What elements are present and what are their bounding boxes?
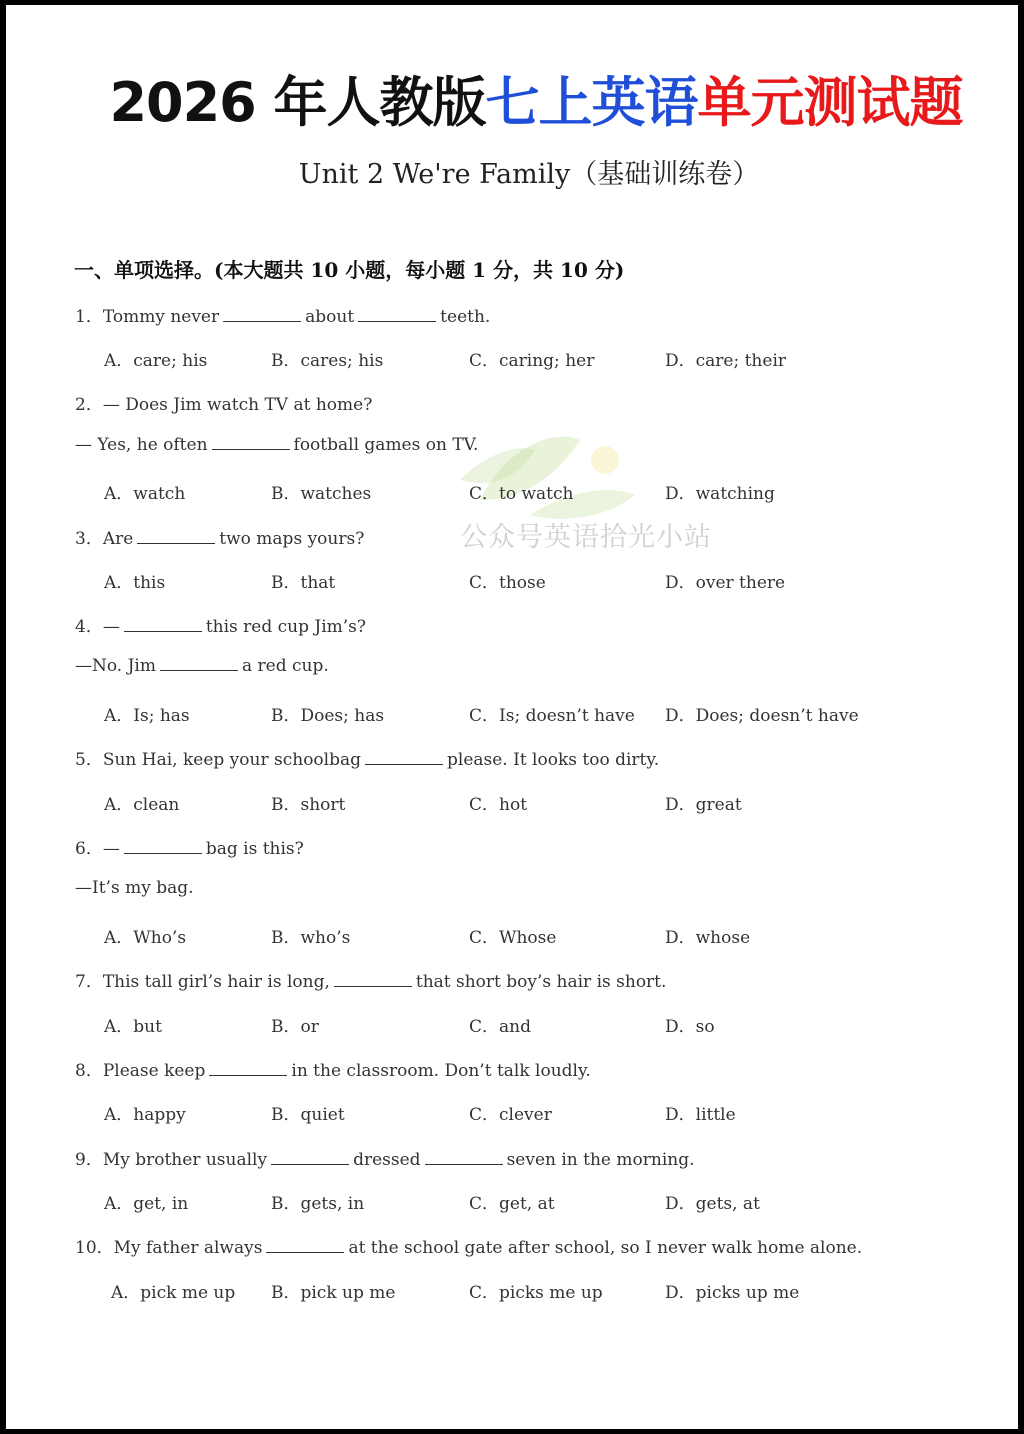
option-c: C．those xyxy=(469,573,546,593)
option-d: D．gets, at xyxy=(665,1194,760,1214)
question-text: 4．— xyxy=(75,617,120,637)
option-d: D．Does; doesn’t have xyxy=(665,706,859,726)
option-c: C．hot xyxy=(469,795,528,815)
option-d: D．little xyxy=(665,1105,736,1125)
answer-blank xyxy=(334,972,412,987)
question-text: 1．Tommy never xyxy=(75,307,220,327)
option-a: A．this xyxy=(104,573,166,593)
question-text: dressed xyxy=(353,1150,421,1170)
question-text: that short boy’s hair is short. xyxy=(415,972,667,992)
question-6-reply xyxy=(75,878,194,898)
answer-blank xyxy=(124,617,202,632)
question-text: 2．— Does Jim watch TV at home? xyxy=(75,395,373,415)
option-a: A．care; his xyxy=(104,351,208,371)
option-c: C．and xyxy=(469,1017,531,1037)
option-a: A．clean xyxy=(104,795,180,815)
option-b: B．short xyxy=(271,795,346,815)
question-2-reply xyxy=(75,435,478,455)
page-title xyxy=(0,60,1024,137)
option-a: A．Is; has xyxy=(104,706,190,726)
question-text: football games on TV. xyxy=(293,435,479,455)
question-10 xyxy=(75,1233,862,1258)
question-3 xyxy=(75,524,364,549)
question-text: this red cup Jim’s? xyxy=(205,617,367,637)
option-a: A．happy xyxy=(104,1105,186,1125)
answer-blank xyxy=(160,656,238,671)
answer-blank xyxy=(137,529,215,544)
option-d: D．great xyxy=(665,795,742,815)
option-c: C．to watch xyxy=(469,484,574,504)
option-b: B．gets, in xyxy=(271,1194,365,1214)
question-text: 6．— xyxy=(75,839,120,859)
question-text: 9．My brother usually xyxy=(75,1150,268,1170)
option-d: D．picks up me xyxy=(665,1283,800,1303)
option-c: C．picks me up xyxy=(469,1283,603,1303)
option-a: A．watch xyxy=(104,484,186,504)
question-text: —It’s my bag. xyxy=(75,878,194,898)
page-subtitle: Unit 2 We're Family（基础训练卷） xyxy=(298,159,760,190)
question-text: at the school gate after school, so I never walk home alone. xyxy=(348,1238,863,1258)
question-text: 7．This tall girl’s hair is long, xyxy=(75,972,330,992)
answer-blank xyxy=(425,1150,503,1165)
title-part-blue: 七上英语 xyxy=(485,71,698,134)
option-d: D．whose xyxy=(665,928,751,948)
answer-blank xyxy=(365,750,443,765)
question-text: 3．Are xyxy=(75,529,134,549)
option-a: A．pick me up xyxy=(111,1283,236,1303)
question-7 xyxy=(75,967,666,992)
question-2 xyxy=(75,390,372,415)
option-b: B．quiet xyxy=(271,1105,345,1125)
option-c: C．get, at xyxy=(469,1194,555,1214)
question-text: seven in the morning. xyxy=(506,1150,695,1170)
question-text: teeth. xyxy=(440,307,491,327)
question-text: please. It looks too dirty. xyxy=(447,750,660,770)
question-text: in the classroom. Don’t talk loudly. xyxy=(291,1061,591,1081)
option-d: D．watching xyxy=(665,484,775,504)
answer-blank xyxy=(124,839,202,854)
option-b: B．cares; his xyxy=(271,351,384,371)
question-text: bag is this? xyxy=(205,839,304,859)
question-6 xyxy=(75,834,304,859)
title-part-red: 单元测试题 xyxy=(697,71,963,134)
question-4 xyxy=(75,612,366,637)
question-1 xyxy=(75,302,490,327)
answer-blank xyxy=(209,1061,287,1076)
option-b: B．or xyxy=(271,1017,319,1037)
option-b: B．pick up me xyxy=(271,1283,396,1303)
answer-blank xyxy=(212,435,290,450)
question-9 xyxy=(75,1145,695,1170)
option-b: B．Does; has xyxy=(271,706,385,726)
option-a: A．get, in xyxy=(104,1194,189,1214)
question-text: — Yes, he often xyxy=(75,435,208,455)
question-text: about xyxy=(305,307,355,327)
question-text: 10．My father always xyxy=(75,1238,263,1258)
option-b: B．that xyxy=(271,573,336,593)
option-c: C．caring; her xyxy=(469,351,595,371)
title-part-black: 2026 年人教版 xyxy=(109,71,486,134)
question-5 xyxy=(75,745,659,770)
option-c: C．Whose xyxy=(469,928,557,948)
option-d: D．over there xyxy=(665,573,786,593)
option-d: D．so xyxy=(665,1017,715,1037)
option-b: B．watches xyxy=(271,484,372,504)
option-b: B．who’s xyxy=(271,928,351,948)
question-4-reply xyxy=(75,656,329,676)
answer-blank xyxy=(358,307,436,322)
option-d: D．care; their xyxy=(665,351,787,371)
question-text: —No. Jim xyxy=(75,656,156,676)
question-8 xyxy=(75,1056,591,1081)
watermark-text: 公众号英语拾光小站 xyxy=(460,522,712,553)
question-text: two maps yours? xyxy=(219,529,365,549)
question-text: 8．Please keep xyxy=(75,1061,206,1081)
option-a: A．Who’s xyxy=(104,928,187,948)
option-a: A．but xyxy=(104,1017,162,1037)
answer-blank xyxy=(223,307,301,322)
question-text: a red cup. xyxy=(242,656,329,676)
option-c: C．clever xyxy=(469,1105,552,1125)
section-heading: 一、单项选择。(本大题共 10 小题，每小题 1 分，共 10 分) xyxy=(74,258,625,282)
answer-blank xyxy=(271,1150,349,1165)
question-text: 5．Sun Hai, keep your schoolbag xyxy=(75,750,361,770)
option-c: C．Is; doesn’t have xyxy=(469,706,635,726)
answer-blank xyxy=(266,1238,344,1253)
